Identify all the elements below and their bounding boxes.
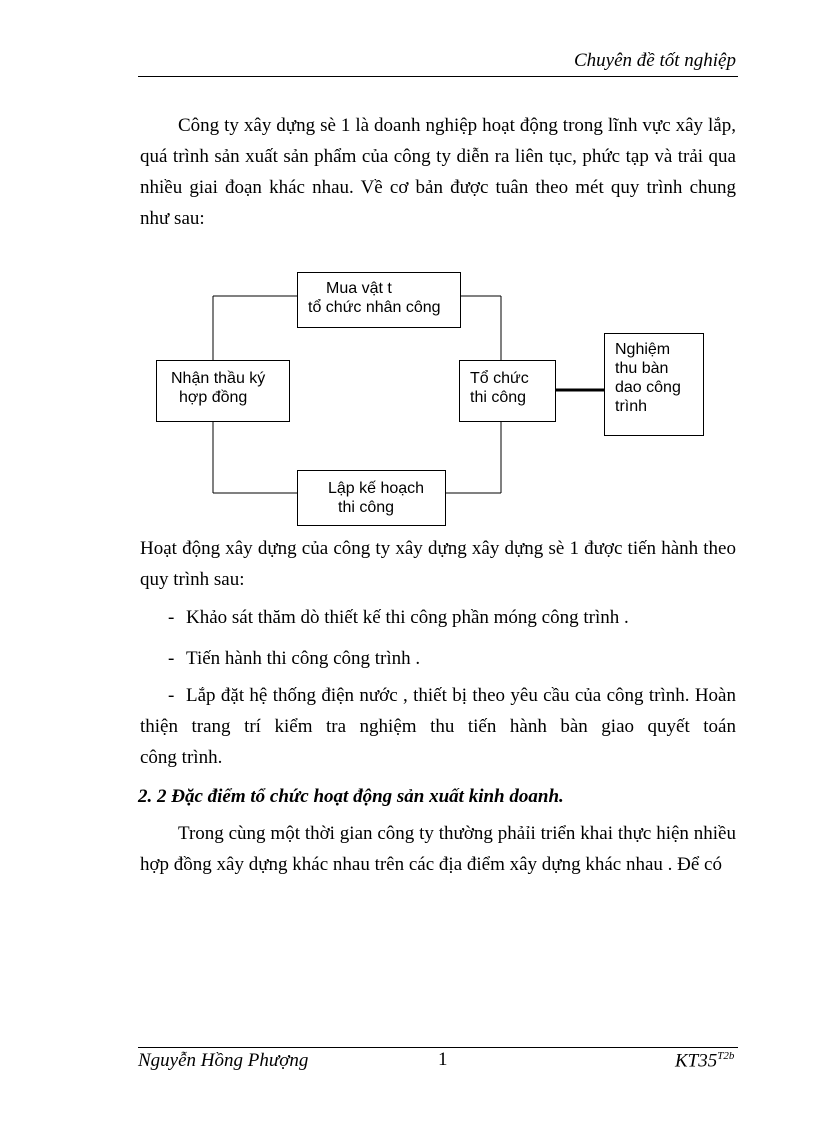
- bullet-installation-text-1: Lắp đặt hệ thống điện nước , thiết bị theo yêu cầu của công trình. Hoàn: [186, 685, 736, 706]
- bullet-dash: -: [168, 648, 175, 669]
- bullet-dash: -: [168, 607, 175, 628]
- closing-paragraph: Trong cùng một thời gian công ty thường phảỉi triển khai thực hiện nhiều hợp đồng xây dựng khác nhau trên các địa điểm xây dựng khác nhau . Để có: [140, 823, 736, 875]
- section-heading: 2. 2 Đặc điểm tổ chức hoạt động sản xuất kinh doanh.: [138, 786, 564, 807]
- footer-class-code: [675, 1050, 734, 1072]
- box-procurement-line1: Mua vật t: [326, 280, 392, 297]
- box-acceptance-line1: Nghiệm: [615, 341, 671, 358]
- bullet-survey: [168, 602, 629, 633]
- header-title: Chuyên đề tốt nghiệp: [574, 50, 736, 71]
- box-acceptance-line4: trình: [615, 398, 648, 415]
- bullet-construction: [168, 643, 420, 674]
- box-planning: [297, 470, 446, 526]
- intro-paragraph: Công ty xây dựng sè 1 là doanh nghiệp hoạt động trong lĩnh vực xây lắp, quá trình sản xuất sản phẩm của công ty diễn ra liên tục, phức tạp và trải qua nhiều giai đoạn khác nhau. Về cơ bản được tuân theo mét quy trình chung như sau:: [140, 115, 736, 229]
- box-contract: [156, 360, 290, 422]
- box-contract-line1: Nhận thầu ký: [171, 370, 266, 387]
- footer-author: Nguyễn Hồng Phượng: [138, 1050, 309, 1071]
- box-construction-line2: thi công: [470, 389, 527, 406]
- bullet-installation-first-line: [140, 680, 736, 711]
- box-acceptance: [604, 333, 704, 436]
- process-paragraph: Hoạt động xây dựng của công ty xây dựng xây dựng sè 1 được tiến hành theo quy trình sau:: [140, 538, 736, 590]
- footer-code-sup: T2b: [717, 1050, 735, 1062]
- box-procurement: [297, 272, 461, 328]
- page-number: 1: [438, 1049, 448, 1070]
- box-construction: [459, 360, 556, 422]
- bullet-survey-text: Khảo sát thăm dò thiết kế thi công phần móng công trình .: [186, 607, 629, 628]
- box-acceptance-line3: dao công: [615, 379, 681, 396]
- box-planning-line2: thi công: [338, 499, 395, 516]
- bullet-installation-text-3: công trình.: [140, 747, 223, 768]
- bullet-construction-text: Tiến hành thi công công trình .: [186, 648, 421, 669]
- box-construction-line1: Tổ chức: [470, 370, 529, 387]
- bullet-dash: -: [168, 685, 175, 706]
- footer-rule: [138, 1047, 738, 1048]
- footer-code-text: KT35: [675, 1050, 718, 1072]
- box-acceptance-line2: thu bàn: [615, 360, 669, 377]
- box-planning-line1: Lập kế hoạch: [328, 480, 425, 497]
- bullet-installation: [140, 680, 736, 773]
- box-procurement-line2: tổ chức nhân công: [308, 299, 441, 316]
- box-contract-line2: hợp đồng: [179, 389, 248, 406]
- bullet-installation-text-2: thiện trang trí kiểm tra nghiệm thu tiến hành bàn giao quyết toán: [140, 716, 736, 737]
